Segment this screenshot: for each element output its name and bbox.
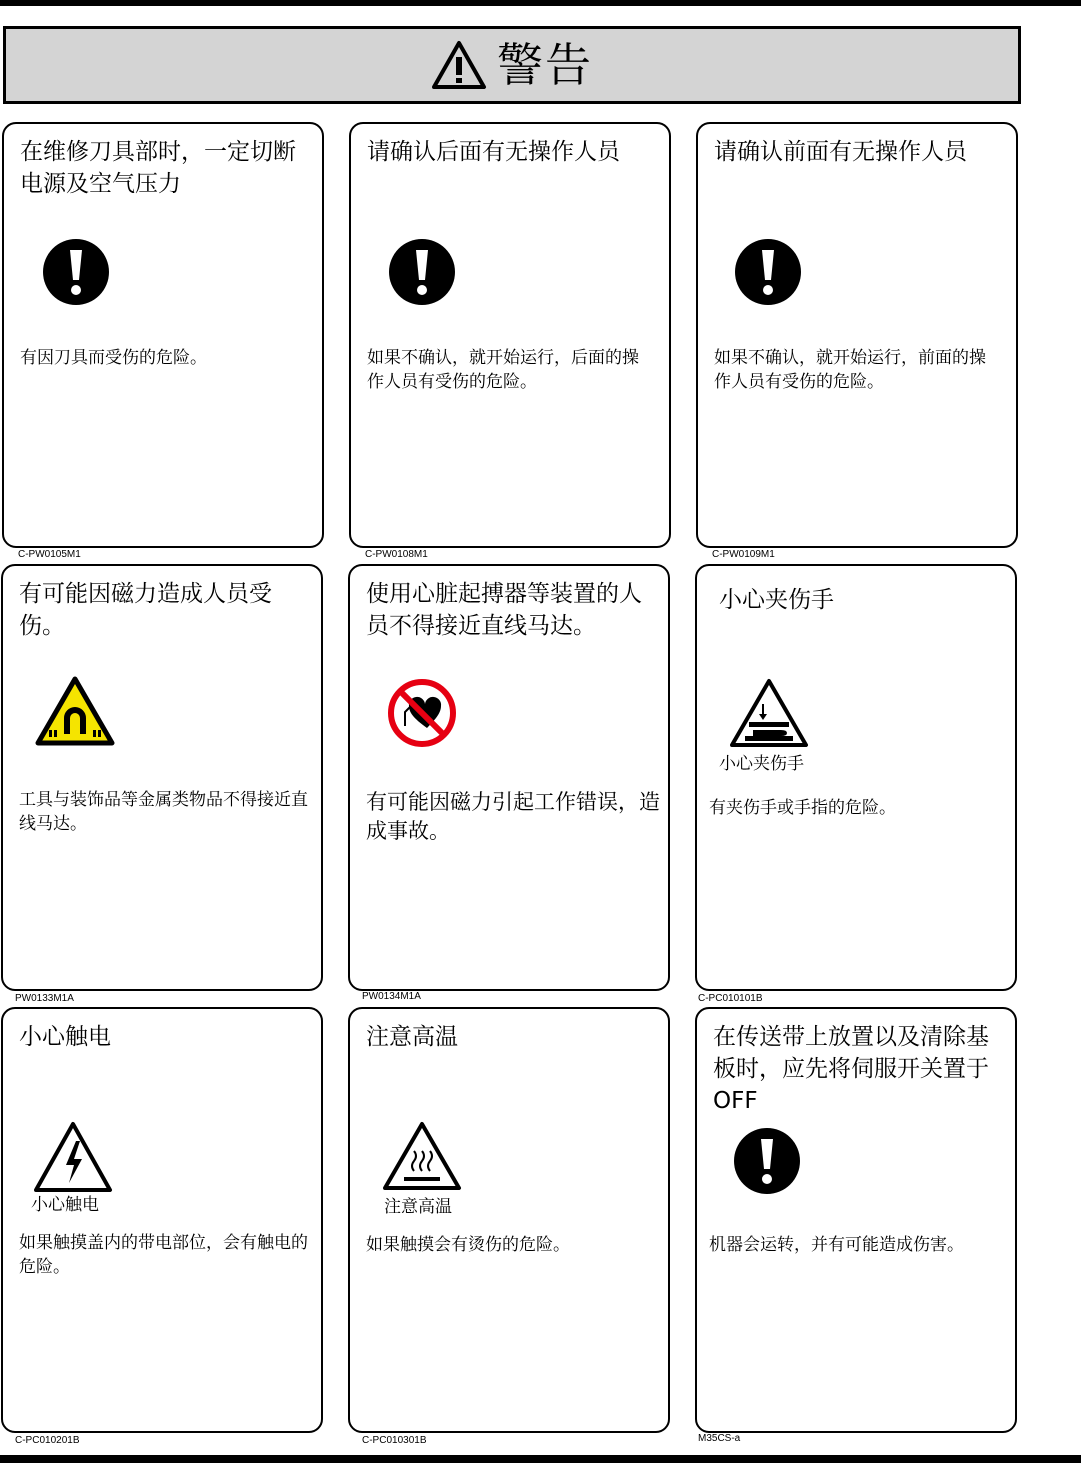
card-title: 小心夹伤手 <box>719 587 834 613</box>
card-body: 有可能因磁力引起工作错误，造成事故。 <box>366 790 660 843</box>
warning-triangle-icon <box>431 40 487 90</box>
mandatory-exclamation-icon <box>734 238 802 306</box>
card-code: C-PC010301B <box>362 1435 427 1446</box>
card-code: C-PC010101B <box>698 993 763 1004</box>
no-pacemaker-icon <box>387 678 457 748</box>
card-title: 请确认后面有无操作人员 <box>367 139 620 165</box>
card-body: 机器会运转，并有可能造成伤害。 <box>709 1235 964 1255</box>
warning-card-3 <box>696 122 1018 548</box>
magnetic-field-warning-icon <box>35 676 115 746</box>
icon-caption: 小心触电 <box>31 1195 99 1215</box>
card-title: 使用心脏起搏器等装置的人员不得接近直线马达。 <box>366 581 642 639</box>
card-title: 注意高温 <box>366 1024 458 1050</box>
warning-card-9 <box>695 1007 1017 1433</box>
card-body: 如果触摸盖内的带电部位，会有触电的危险。 <box>19 1233 308 1277</box>
card-code: M35CS-a <box>698 1433 741 1444</box>
mandatory-exclamation-icon <box>733 1127 801 1195</box>
mandatory-exclamation-icon <box>388 238 456 306</box>
electric-shock-warning-icon <box>33 1121 113 1193</box>
card-title: 在传送带上放置以及清除基板时，应先将伺服开关置于OFF <box>713 1024 989 1114</box>
warning-card-6 <box>695 564 1017 991</box>
warning-banner <box>3 26 1021 104</box>
icon-caption: 小心夹伤手 <box>719 754 804 774</box>
hot-surface-warning-icon <box>382 1121 462 1191</box>
bottom-rule <box>0 1455 1081 1463</box>
card-title: 在维修刀具部时，一定切断电源及空气压力 <box>20 139 296 197</box>
warning-card-7 <box>1 1007 323 1433</box>
card-body: 如果不确认，就开始运行，前面的操作人员有受伤的危险。 <box>714 348 986 392</box>
card-code: PW0134M1A <box>362 991 421 1002</box>
card-code: C-PC010201B <box>15 1435 80 1446</box>
card-body: 如果不确认，就开始运行，后面的操作人员有受伤的危险。 <box>367 348 639 392</box>
icon-caption: 注意高温 <box>384 1197 452 1217</box>
card-code: C-PW0108M1 <box>365 549 428 560</box>
card-code: C-PW0105M1 <box>18 549 81 560</box>
card-title: 有可能因磁力造成人员受伤。 <box>19 581 272 639</box>
card-code: C-PW0109M1 <box>712 549 775 560</box>
banner-title: 警告 <box>497 38 593 92</box>
warning-card-1 <box>2 122 324 548</box>
card-title: 小心触电 <box>19 1024 111 1050</box>
card-body: 如果触摸会有烫伤的危险。 <box>366 1235 570 1255</box>
top-rule <box>0 0 1081 6</box>
warning-card-8 <box>348 1007 670 1433</box>
card-body: 工具与装饰品等金属类物品不得接近直线马达。 <box>19 790 308 834</box>
card-code: PW0133M1A <box>15 993 74 1004</box>
card-title: 请确认前面有无操作人员 <box>714 139 967 165</box>
card-body: 有因刀具而受伤的危险。 <box>20 348 207 368</box>
warning-card-2 <box>349 122 671 548</box>
warning-card-4 <box>1 564 323 991</box>
card-body: 有夹伤手或手指的危险。 <box>709 798 896 818</box>
warning-card-5 <box>348 564 670 991</box>
hand-crush-warning-icon <box>729 678 809 748</box>
mandatory-exclamation-icon <box>42 238 110 306</box>
